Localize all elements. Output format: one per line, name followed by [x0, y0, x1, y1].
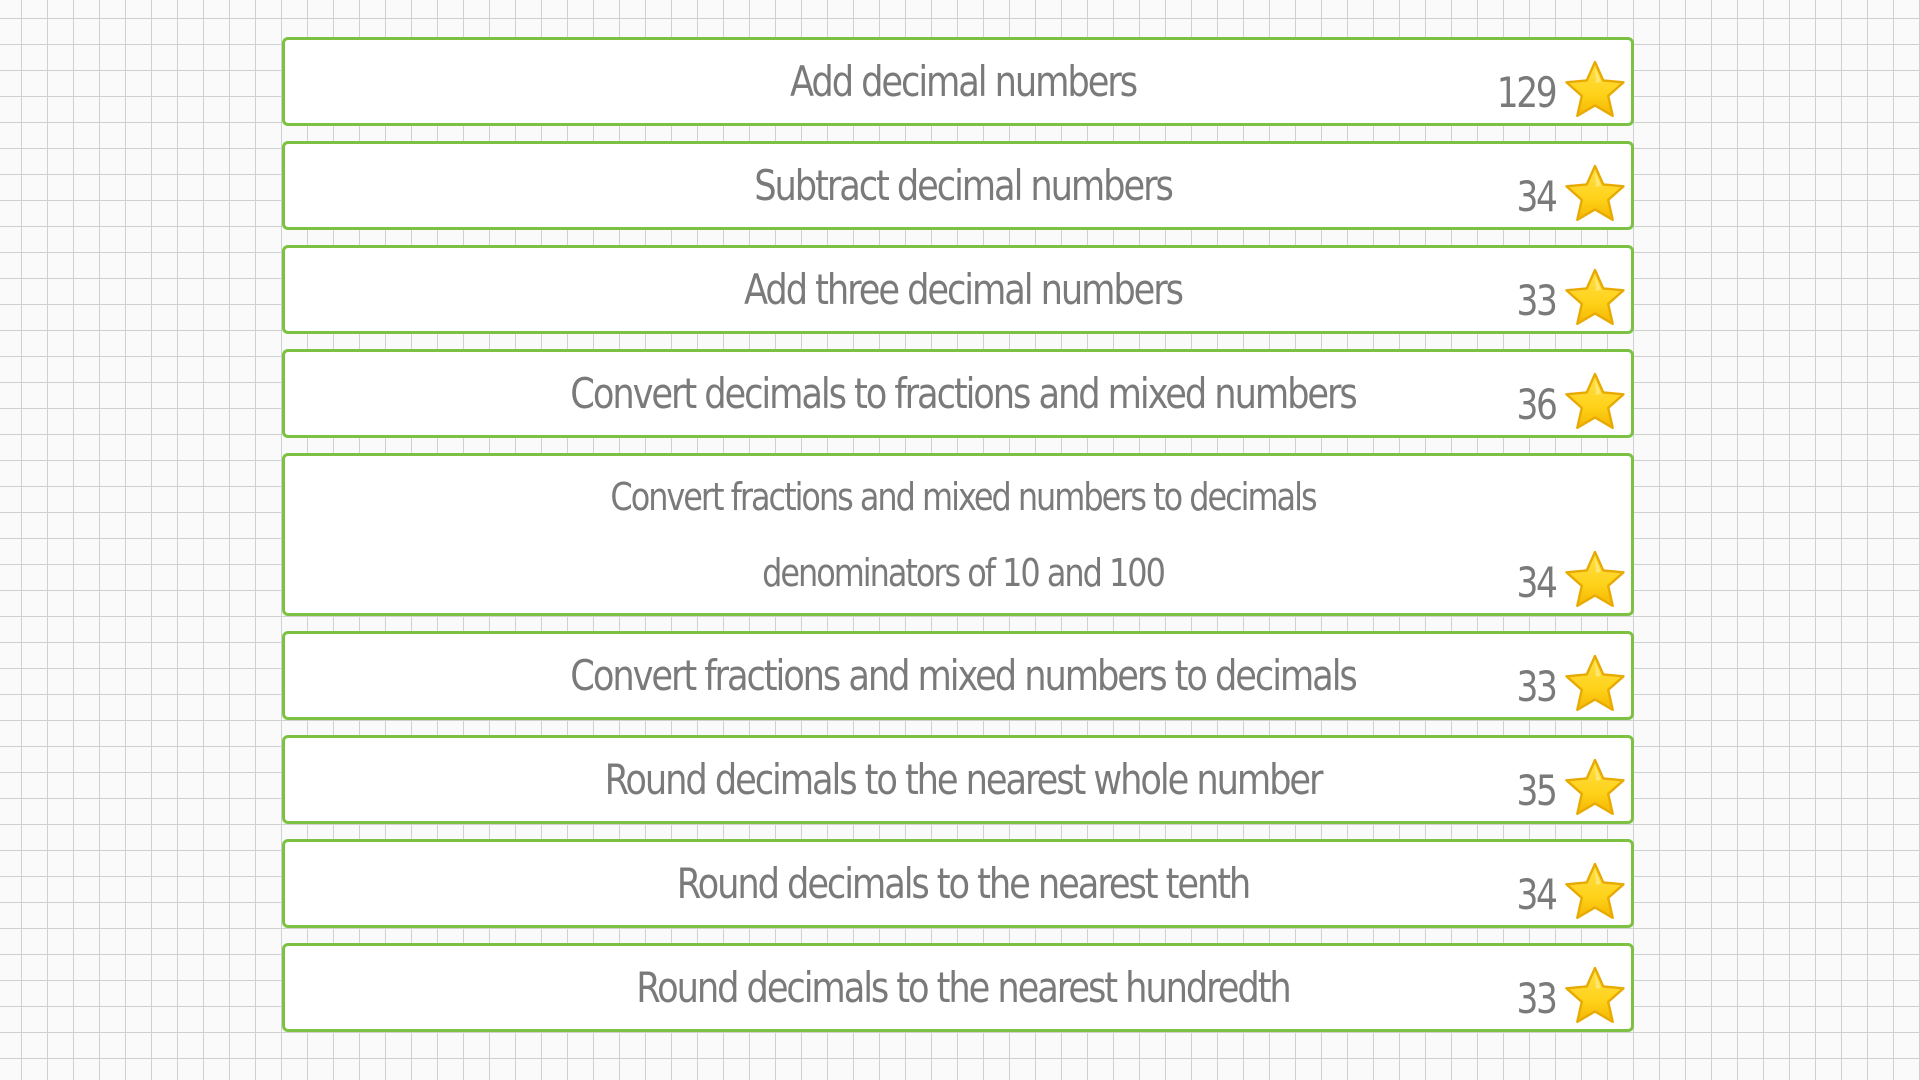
- topic-title: Convert fractions and mixed numbers to decimals: [570, 651, 1356, 700]
- topic-row-subtract-decimal-numbers[interactable]: [282, 141, 1634, 230]
- star-count: 34: [1516, 558, 1555, 607]
- topic-row-add-decimal-numbers[interactable]: [282, 37, 1634, 126]
- star-icon: [1563, 965, 1627, 1027]
- topic-row-convert-decimals-to-fractions[interactable]: [282, 349, 1634, 438]
- star-icon: [1563, 861, 1627, 923]
- topic-title: [393, 456, 1532, 613]
- star-icon: [1563, 267, 1627, 329]
- topic-row-round-nearest-tenth[interactable]: [282, 839, 1634, 928]
- star-count: 36: [1516, 380, 1555, 429]
- topic-title: Add three decimal numbers: [744, 265, 1182, 314]
- topic-list: [282, 37, 1634, 1047]
- star-icon: [1563, 653, 1627, 715]
- star-count: 33: [1516, 974, 1555, 1023]
- topic-title: Round decimals to the nearest tenth: [676, 859, 1250, 908]
- topic-row-round-nearest-whole-number[interactable]: [282, 735, 1634, 824]
- topic-row-convert-fractions-to-decimals[interactable]: [282, 631, 1634, 720]
- star-count: 129: [1496, 68, 1555, 117]
- topic-title: Add decimal numbers: [789, 57, 1137, 106]
- star-count: 33: [1516, 662, 1555, 711]
- topic-title-lines: [610, 459, 1315, 611]
- topic-title-line-1: Convert fractions and mixed numbers to decimals: [610, 474, 1316, 519]
- star-count: 34: [1516, 172, 1555, 221]
- star-count: 34: [1516, 870, 1555, 919]
- star-count: 35: [1516, 766, 1555, 815]
- star-icon: [1563, 59, 1627, 121]
- topic-row-round-nearest-hundredth[interactable]: [282, 943, 1634, 1032]
- star-icon: [1563, 163, 1627, 225]
- topic-row-add-three-decimal-numbers[interactable]: [282, 245, 1634, 334]
- topic-title: Round decimals to the nearest whole number: [604, 755, 1322, 804]
- star-icon: [1563, 371, 1627, 433]
- topic-title-line-2: denominators of 10 and 100: [762, 550, 1164, 595]
- topic-row-convert-fractions-denominators-10-100[interactable]: [282, 453, 1634, 616]
- topic-title: Convert decimals to fractions and mixed numbers: [570, 369, 1356, 418]
- topic-title: Round decimals to the nearest hundredth: [636, 963, 1290, 1012]
- star-icon: [1563, 549, 1627, 611]
- star-icon: [1563, 757, 1627, 819]
- topic-title: Subtract decimal numbers: [754, 161, 1172, 210]
- star-count: 33: [1516, 276, 1555, 325]
